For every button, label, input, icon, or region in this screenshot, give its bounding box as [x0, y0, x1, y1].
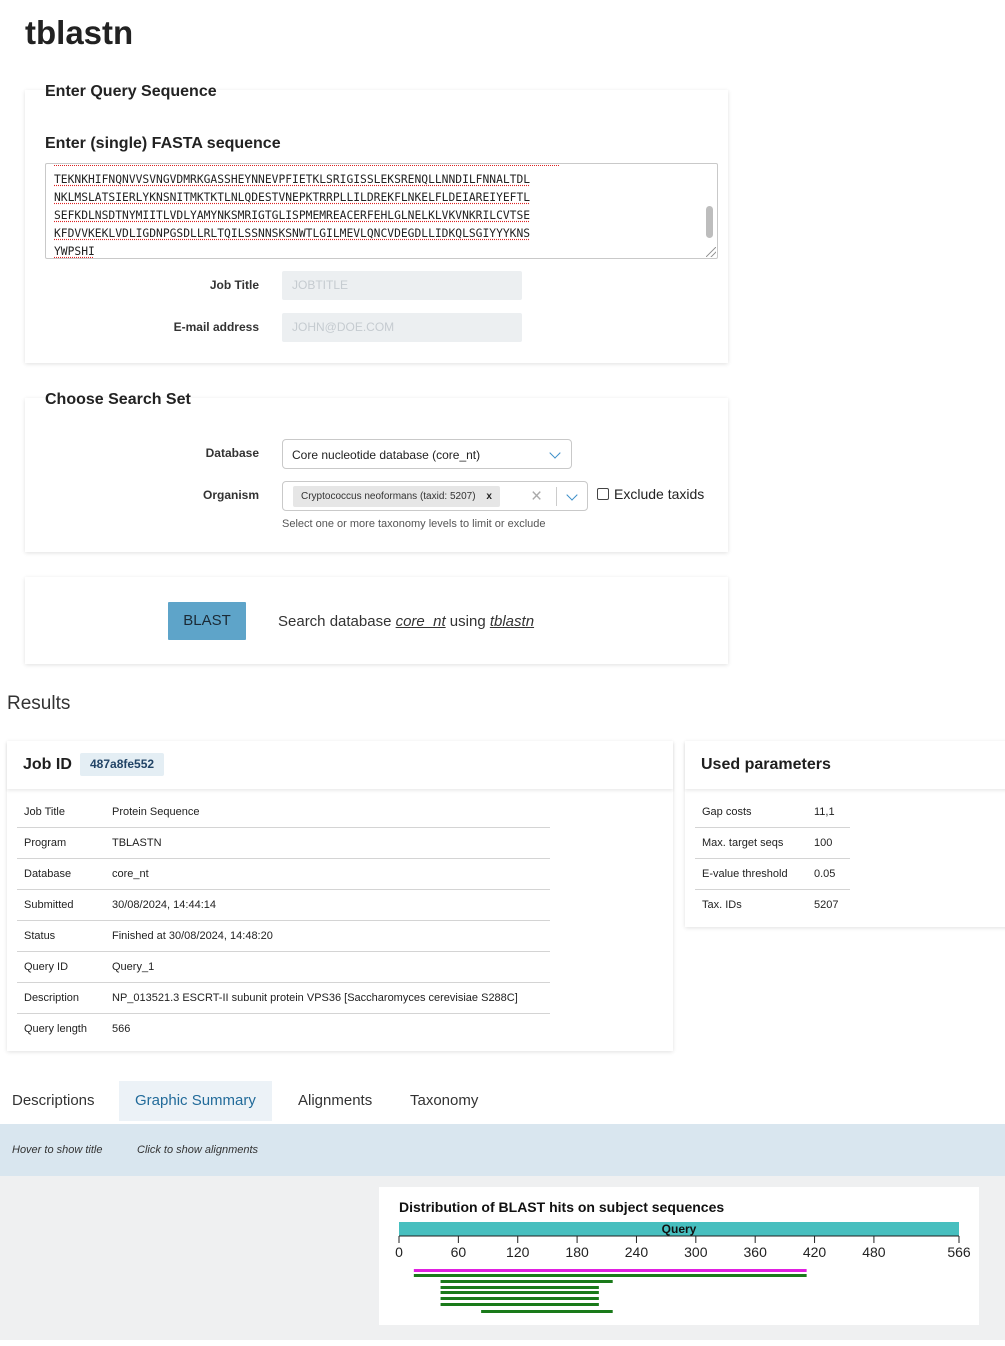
- row-key: Status: [24, 930, 56, 942]
- hit-bar: [414, 1269, 807, 1272]
- axis-tick-label: 566: [947, 1244, 971, 1260]
- resize-handle-icon[interactable]: [706, 247, 716, 257]
- row-key: Submitted: [24, 899, 74, 911]
- row-key: Description: [24, 992, 80, 1004]
- summary-prefix: Search database: [278, 613, 396, 630]
- job-id-label: Job ID: [23, 756, 72, 773]
- job-info-header: [7, 741, 673, 789]
- job-info-card: [7, 741, 673, 1051]
- row-key: Query length: [24, 1023, 87, 1035]
- row-key: Tax. IDs: [702, 899, 742, 911]
- email-input[interactable]: JOHN@DOE.COM: [282, 313, 522, 342]
- select-divider: [556, 487, 557, 506]
- row-key: Database: [24, 868, 72, 880]
- axis-tick-label: 0: [395, 1244, 403, 1260]
- database-value: Core nucleotide database (core_nt): [292, 448, 481, 462]
- tab-alignments[interactable]: Alignments: [298, 1092, 373, 1109]
- param-row: [695, 859, 850, 890]
- row-value: Protein Sequence: [112, 806, 200, 818]
- row-value: Query_1: [112, 961, 155, 973]
- hit-bar: [414, 1274, 807, 1277]
- hit-bar: [441, 1291, 599, 1294]
- row-key: Query ID: [24, 961, 69, 973]
- axis-tick-label: 360: [743, 1244, 767, 1260]
- organism-tag: [293, 486, 500, 507]
- email-label: E-mail address: [173, 320, 259, 334]
- query-section-title: Enter Query Sequence: [45, 83, 217, 100]
- fasta-line: NKLMSLATSIERLYKNSNITMKTKTLNLQDESTVNEPKTRRPLLILDREKFLNKELFLDEIAREIYEFTL: [54, 191, 531, 204]
- fasta-lines: [54, 171, 530, 259]
- job-info-row: [17, 890, 550, 921]
- textarea-scrollbar[interactable]: [706, 206, 713, 238]
- organism-label: Organism: [202, 488, 259, 502]
- axis-tick-label: 120: [506, 1244, 530, 1260]
- tab-graphic-summary[interactable]: Graphic Summary: [119, 1081, 272, 1121]
- page-title: tblastn: [25, 14, 134, 51]
- results-heading: Results: [7, 693, 71, 714]
- chevron-down-icon[interactable]: [566, 489, 577, 500]
- organism-select[interactable]: [282, 481, 588, 511]
- axis-tick-label: 60: [450, 1244, 467, 1260]
- exclude-taxids-label[interactable]: Exclude taxids: [614, 486, 705, 502]
- summary-program: tblastn: [489, 613, 535, 630]
- database-select[interactable]: [282, 439, 572, 469]
- job-id-badge: 487a8fe552: [80, 753, 164, 776]
- hit-bar: [441, 1286, 599, 1289]
- row-key: Max. target seqs: [702, 837, 784, 849]
- row-value: 566: [112, 1023, 131, 1035]
- search-summary: [278, 613, 534, 630]
- organism-hint: Select one or more taxonomy levels to limit or exclude: [282, 518, 546, 530]
- fasta-line: SEFKDLNSDTNYMIITLVDLYAMYNKSMRIGTGLISPMEMREACERFEHLGLNELKLVKVNKRILCVTSE: [54, 209, 531, 222]
- graphic-hint-bar: [0, 1124, 1005, 1176]
- fasta-line: TEKNKHIFNQNVVSVNGVDMRKGASSHEYNNEVPFIETKLSRIGISSLEKSRENQLLNNDILFNNALTDL: [54, 173, 531, 186]
- row-value: NP_013521.3 ESCRT-II subunit protein VPS36 [Saccharomyces cerevisiae S288C]: [112, 992, 518, 1004]
- hit-bar: [441, 1297, 599, 1300]
- fasta-line: YWPSHI: [54, 245, 95, 258]
- job-info-row: [17, 1014, 550, 1045]
- search-set-title: Choose Search Set: [45, 391, 191, 408]
- job-info-row: [17, 921, 550, 952]
- job-title-label: Job Title: [209, 278, 259, 292]
- row-value: TBLASTN: [112, 837, 162, 849]
- organism-tag-label: Cryptococcus neoformans (taxid: 5207): [301, 491, 476, 502]
- row-key: Program: [24, 837, 67, 849]
- hit-bar: [441, 1280, 613, 1283]
- fasta-line: KFDVVKEKLVDLIGDNPGSDLLRLTQILSSNNSKSNWTLGILMEVLQNCVDEGDLLIDKQLSGIYYYKNS: [54, 227, 531, 240]
- row-value: core_nt: [112, 868, 149, 880]
- chevron-down-icon: [549, 447, 560, 458]
- graphic-summary-card: [379, 1187, 979, 1325]
- row-key: E-value threshold: [702, 868, 788, 880]
- summary-database: core_nt: [395, 613, 446, 630]
- graphic-title: Distribution of BLAST hits on subject sequences: [399, 1199, 725, 1215]
- param-row: [695, 890, 850, 921]
- remove-tag-icon[interactable]: x: [486, 491, 492, 502]
- job-title-input[interactable]: JOBTITLE: [282, 271, 522, 300]
- job-info-row: [17, 983, 550, 1014]
- row-key: Job Title: [24, 806, 65, 818]
- query-bar-label: Query: [661, 1222, 697, 1236]
- axis-tick-label: 480: [862, 1244, 886, 1260]
- tab-taxonomy[interactable]: Taxonomy: [410, 1092, 479, 1109]
- axis-tick-label: 240: [624, 1244, 649, 1260]
- axis-tick-label: 180: [565, 1244, 589, 1260]
- params-title: Used parameters: [701, 756, 831, 773]
- hit-bar: [481, 1310, 613, 1313]
- row-value: Finished at 30/08/2024, 14:48:20: [112, 930, 273, 942]
- params-card: [685, 741, 1005, 927]
- hit-bar: [441, 1303, 599, 1306]
- row-value: 5207: [814, 899, 839, 911]
- row-key: Gap costs: [702, 806, 752, 818]
- summary-using: using: [445, 613, 490, 630]
- database-label: Database: [205, 446, 259, 460]
- row-value: 100: [814, 837, 833, 849]
- hit-distribution-chart[interactable]: [379, 1187, 979, 1325]
- fasta-hidden-line: [54, 163, 559, 166]
- params-header: [685, 741, 1005, 789]
- param-row: [695, 828, 850, 859]
- blast-button[interactable]: BLAST: [168, 602, 246, 640]
- job-info-row: [17, 797, 550, 828]
- job-info-row: [17, 828, 550, 859]
- job-info-row: [17, 952, 550, 983]
- tab-descriptions[interactable]: Descriptions: [12, 1092, 95, 1109]
- clear-icon[interactable]: ×: [531, 486, 543, 507]
- row-value: 0.05: [814, 868, 836, 880]
- row-value: 30/08/2024, 14:44:14: [112, 899, 216, 911]
- fasta-label: Enter (single) FASTA sequence: [45, 135, 281, 152]
- hover-hint: Hover to show title: [12, 1144, 103, 1156]
- click-hint: Click to show alignments: [137, 1144, 259, 1156]
- axis-tick-label: 300: [684, 1244, 708, 1260]
- row-value: 11,1: [814, 806, 835, 818]
- job-info-row: [17, 859, 550, 890]
- exclude-checkbox[interactable]: [597, 488, 609, 500]
- param-row: [695, 797, 850, 828]
- axis-tick-label: 420: [802, 1244, 827, 1260]
- fasta-textarea[interactable]: [45, 163, 718, 259]
